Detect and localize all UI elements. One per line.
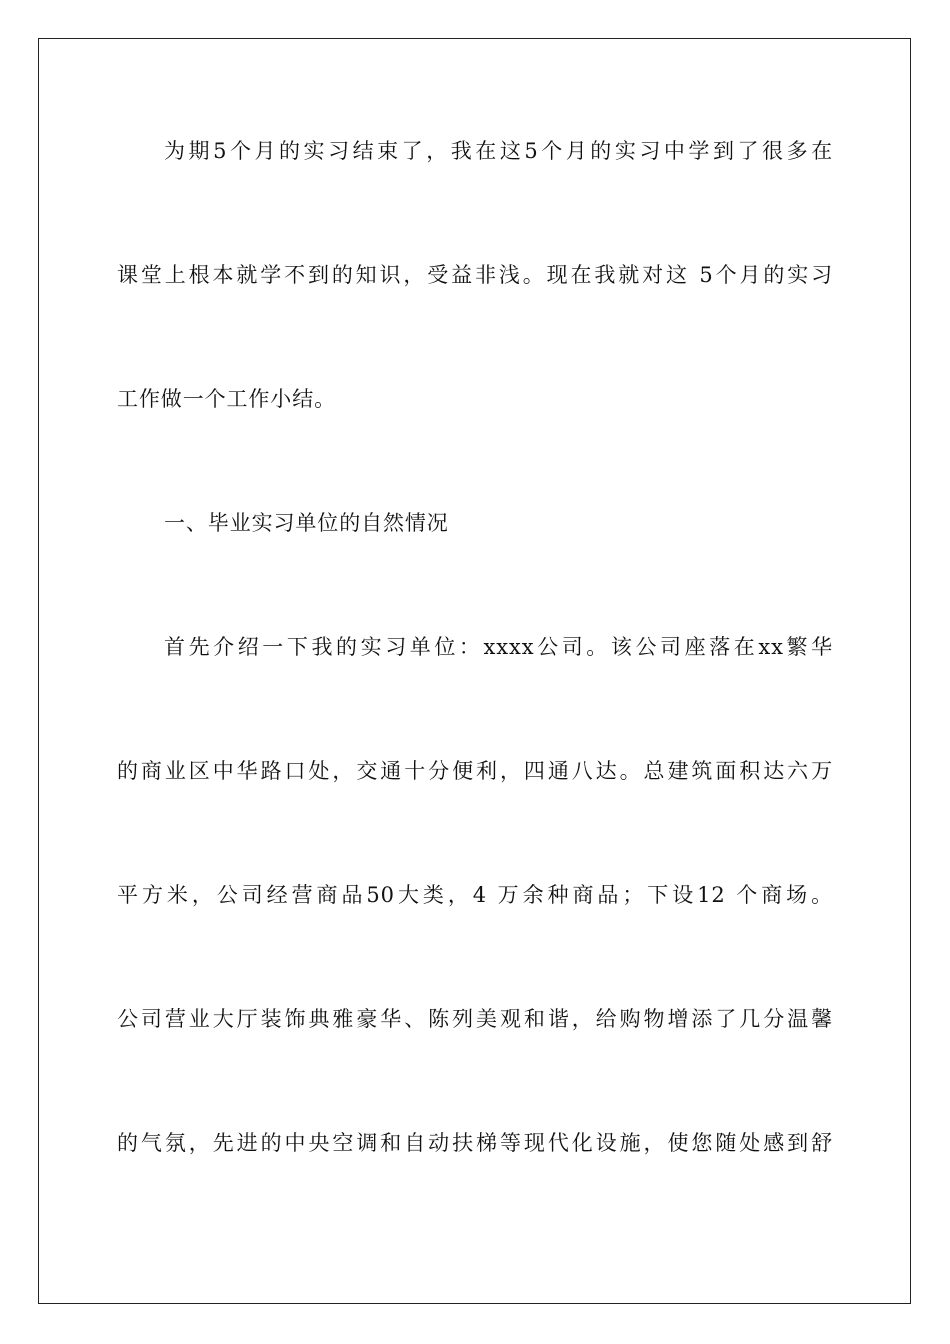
paragraph-1-line-1: 为期5个月的实习结束了，我在这5个月的实习中学到了很多在 [164, 139, 833, 163]
paragraph-1-line-3: 工作做一个工作小结。 [117, 387, 336, 411]
paragraph-2-line-4: 公司营业大厅装饰典雅豪华、陈列美观和谐，给购物增添了几分温馨 [117, 1007, 833, 1031]
section-heading: 一、毕业实习单位的自然情况 [164, 511, 449, 535]
paragraph-1-line-2: 课堂上根本就学不到的知识，受益非浅。现在我就对这 5个月的实习 [117, 263, 833, 287]
page-border [38, 38, 911, 1304]
paragraph-2-line-2: 的商业区中华路口处，交通十分便利，四通八达。总建筑面积达六万 [117, 759, 833, 783]
paragraph-2-line-3: 平方米，公司经营商品50大类，4 万余种商品；下设12 个商场。 [117, 883, 833, 907]
paragraph-2-line-5: 的气氛，先进的中央空调和自动扶梯等现代化设施，使您随处感到舒 [117, 1131, 833, 1155]
paragraph-2-line-1: 首先介绍一下我的实习单位：xxxx公司。该公司座落在xx繁华 [164, 635, 833, 659]
